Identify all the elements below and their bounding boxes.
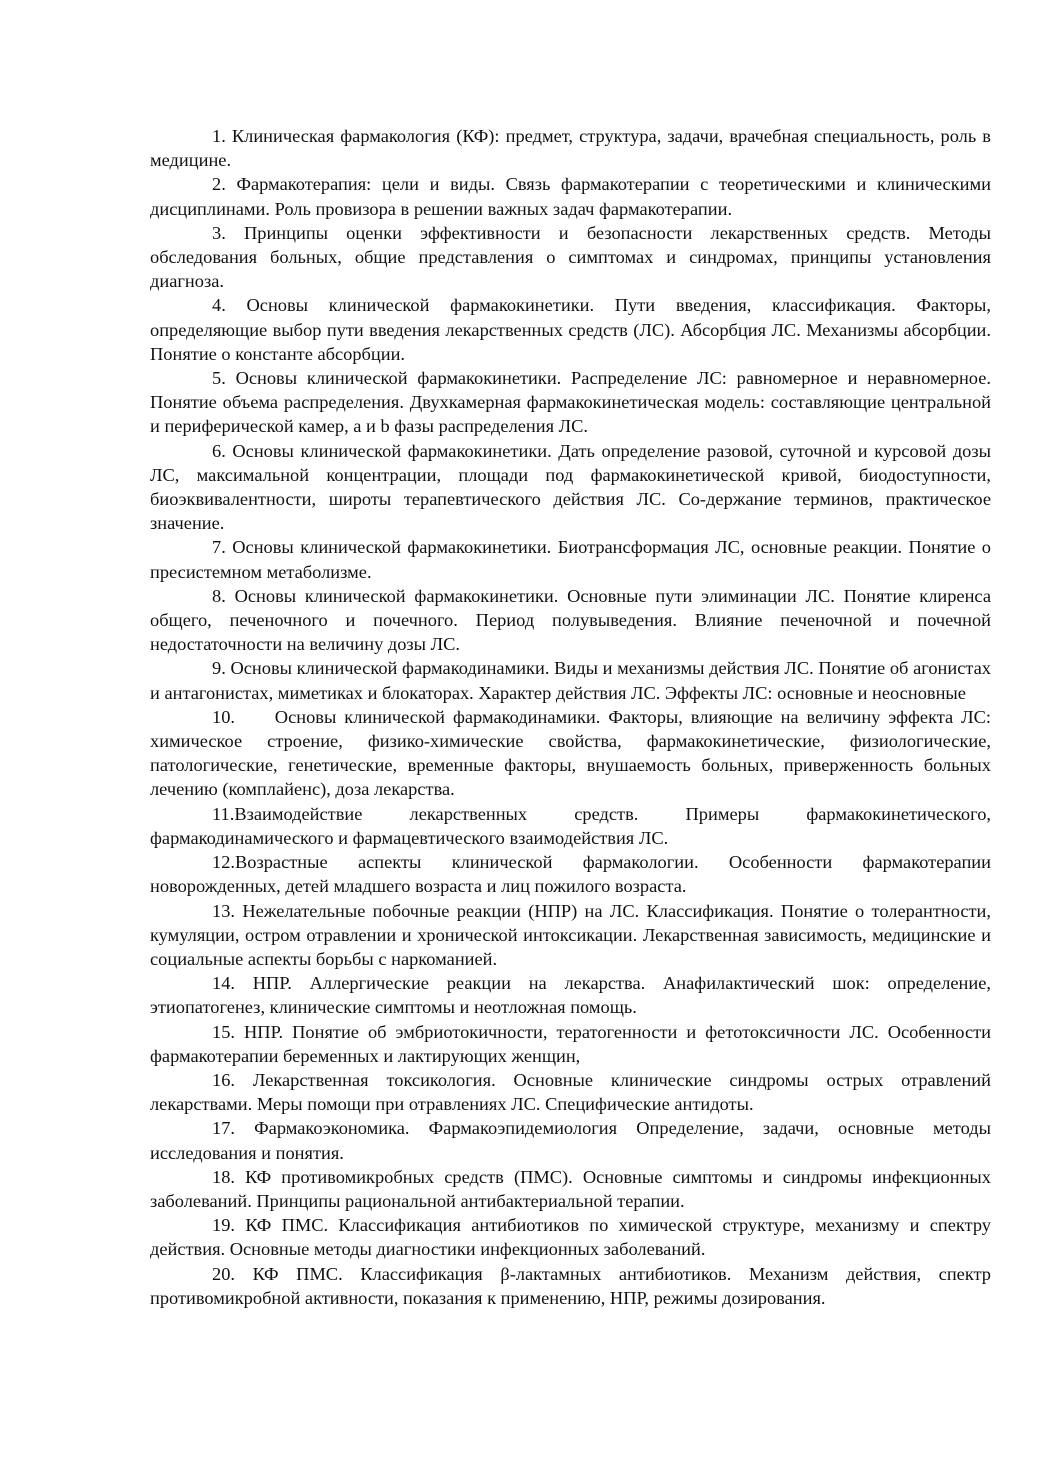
item-number: 8. [212,585,226,606]
item-text: Основы клинической фармакокинетики. Основные пути элиминации ЛС. Понятие клиренса общего, печеночного и почечного. Период полувыведения. Влияние печеночной и почечной недостаточности на величину дозы ЛС. [150,585,991,655]
item-number: 4. [212,295,226,316]
item-number: 1. [212,126,226,146]
list-item [150,850,991,898]
item-text: Фармакотерапия: цели и виды. Связь фармакотерапии с теоретическими и клиническими дисциплинами. Роль провизора в решении важных задач фармакотерапии. [150,174,991,219]
item-text: Основы клинической фармакокинетики. Биотрансформация ЛС, основные реакции. Понятие о пресистемном метаболизме. [150,537,991,582]
list-item [150,1068,991,1116]
item-number: 20. [212,1263,235,1284]
item-text: Принципы оценки эффективности и безопасности лекарственных средств. Методы обследования больных, общие представления о симптомах и синдромах, принципы установления диагноза. [150,222,991,292]
item-number: 5. [212,368,226,389]
item-text: Основы клинической фармакокинетики. Распределение ЛС: равномерное и неравномерное. Понятие объема распределения. Двухкамерная фармакокинетическая модель: составляющие центральной и периферической камер, a и b фазы распределения ЛС. [150,368,991,437]
item-text: Основы клинической фармакодинамики. Факторы, влияющие на величину эффекта ЛС: химическое строение, физико-химические свойства, фармакокинетические, физиологические, патологические, генетические, временные факторы, внушаемость больных, приверженность больных лечению (комплайенс), доза лекарства. [150,706,996,800]
item-number: 15. [212,1021,235,1042]
list-item [150,802,991,850]
item-number: 10. [212,706,235,727]
item-number: 19. [212,1215,235,1236]
item-number: 3. [212,222,226,243]
item-number: 2. [212,174,226,195]
item-text: Фармакоэкономика. Фармакоэпидемиология Определение, задачи, основные методы исследования и понятия. [150,1118,991,1163]
list-item [150,221,991,294]
item-text: КФ противомикробных средств (ПМС). Основные симптомы и синдромы инфекционных заболеваний. Принципы рациональной антибактериальной терапии. [150,1166,991,1211]
list-item [150,1165,991,1213]
document-page [150,124,996,1310]
item-text: Клиническая фармакология (КФ): предмет, структура, задачи, врачебная специальность, роль в медицине. [150,126,991,171]
list-item [150,1116,991,1164]
list-item [150,1213,991,1261]
item-text: Основы клинической фармакодинамики. Виды и механизмы действия ЛС. Понятие об агонистах и антагонистах, миметиках и блокаторах. Характер действия ЛС. Эффекты ЛС: основные и неосновные [150,658,991,703]
list-item [150,124,991,172]
item-text: НПР. Понятие об эмбриотокичности, тератогенности и фетотоксичности ЛС. Особенности фармакотерапии беременных и лактирующих женщин, [150,1021,991,1066]
item-number: 9. [212,658,226,679]
list-item [150,1262,991,1310]
item-text: Основы клинической фармакокинетики. Дать определение разовой, суточной и курсовой дозы ЛС, максимальной концентрации, площади под фармакокинетической кривой, биодоступности, биоэквивалентности, широты терапевтического действия ЛС. Со-держание терминов, практическое значение. [150,440,991,534]
list-item [150,705,996,802]
item-text: Лекарственная токсикология. Основные клинические синдромы острых отравлений лекарствами. Меры помощи при отравлениях ЛС. Специфические антидоты. [150,1069,991,1115]
list-item [150,366,991,439]
item-text: КФ ПМС. Классификация антибиотиков по химической структуре, механизму и спектру действия. Основные методы диагностики инфекционных заболеваний. [150,1215,991,1260]
item-number: 18. [212,1166,235,1187]
list-item [150,899,991,972]
item-text: Взаимодействие лекарственных средств. Примеры фармакокинетического, фармакодинамического и фармацевтического взаимодействия ЛС. [150,803,991,848]
list-item [150,439,991,536]
list-item [150,1020,991,1068]
item-number: 17. [212,1118,235,1139]
list-item [150,656,991,704]
item-number: 14. [212,973,235,994]
item-text: КФ ПМС. Классификация β-лактамных антибиотиков. Механизм действия, спектр противомикробной активности, показания к применению, НПР, режимы дозирования. [150,1263,991,1308]
list-item [150,535,991,583]
item-text: Основы клинической фармакокинетики. Пути введения, классификация. Факторы, определяющие выбор пути введения лекарственных средств (ЛС). Абсорбция ЛС. Механизмы абсорбции. Понятие о константе абсорбции. [150,295,991,364]
item-number: 12. [212,852,235,873]
list-item [150,584,991,657]
item-number: 11. [212,803,235,824]
item-text: Нежелательные побочные реакции (НПР) на ЛС. Классификация. Понятие о толерантности, кумуляции, остром отравлении и хронической интоксикации. Лекарственная зависимость, медицинские и социальные аспекты борьбы с наркоманией. [150,900,991,969]
item-number: 6. [212,440,226,461]
item-number: 16. [212,1069,235,1090]
item-text: Возрастные аспекты клинической фармакологии. Особенности фармакотерапии новорожденных, детей младшего возраста и лиц пожилого возраста. [150,852,991,897]
item-number: 7. [212,537,226,558]
item-text: НПР. Аллергические реакции на лекарства. Анафилактический шок: определение, этиопатогенез, клинические симптомы и неотложная помощь. [150,973,991,1018]
list-item [150,172,991,220]
list-item [150,293,991,366]
list-item [150,971,991,1019]
item-number: 13. [212,900,235,921]
